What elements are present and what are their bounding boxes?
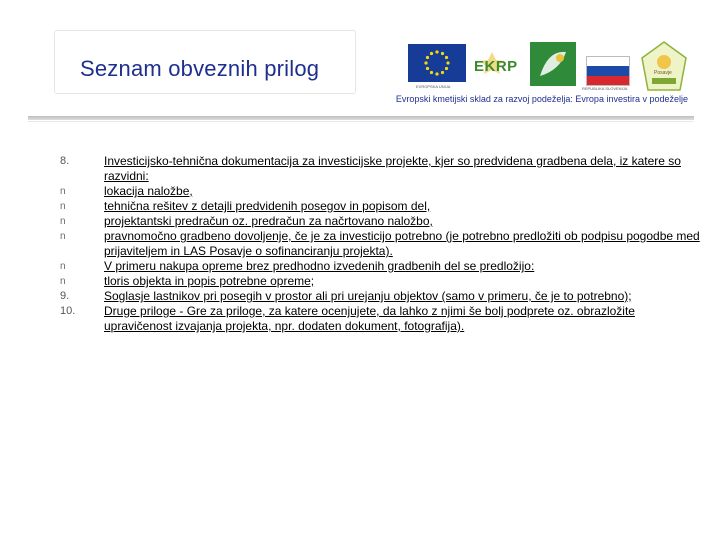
list-item-text: Druge priloge - Gre za priloge, za katere ocenjujete, da lahko z njimi še bolj podprete oz. obrazložite upravičenost izvajanja projekta, npr. dodaten dokument, fotografija).	[104, 304, 635, 333]
item-number: 8.	[60, 155, 70, 167]
list-item-text: pravnomočno gradbeno dovoljenje, če je za investicijo potrebno (je potrebno predložiti ob podpisu pogodbe med prijaviteljem in LAS Posavje o sofinanciranju projekta).	[104, 229, 700, 258]
list-item-text: V primeru nakupa opreme brez predhodno izvedenih gradbenih del se predložijo:	[104, 259, 535, 273]
leader-logo	[530, 42, 576, 86]
bullet-icon: n	[60, 231, 66, 242]
las-posavje-logo	[640, 40, 688, 94]
list-item	[60, 229, 700, 259]
slovenia-flag-icon	[586, 56, 630, 86]
slovenia-caption: REPUBLIKA SLOVENIJA	[582, 86, 628, 91]
list-item	[60, 199, 700, 214]
list-item-text: tloris objekta in popis potrebne opreme;	[104, 274, 315, 288]
list-item	[60, 289, 700, 304]
item-number: 10.	[60, 305, 76, 317]
header-divider	[28, 116, 694, 120]
list-item	[60, 304, 700, 334]
las-caption: Posavje	[654, 70, 672, 76]
list-item-text: Investicijsko-tehnična dokumentacija za investicijske projekte, kjer so predvidena gradbena dela, iz katere so razvidni:	[104, 154, 681, 183]
item-number: 9.	[60, 290, 70, 302]
bullet-icon: n	[60, 261, 66, 272]
list-item	[60, 274, 700, 289]
list-item	[60, 184, 700, 199]
program-subtitle: Evropski kmetijski sklad za razvoj podeželja: Evropa investira v podeželje	[395, 94, 688, 104]
eu-flag-icon	[408, 44, 466, 82]
bullet-icon: n	[60, 201, 66, 212]
list-item	[60, 259, 700, 274]
ekrp-logo	[472, 46, 528, 86]
bullet-icon: n	[60, 186, 66, 197]
list-item-text: lokacija naložbe,	[104, 184, 193, 198]
logo-strip	[408, 40, 688, 92]
attachments-list	[60, 154, 700, 334]
list-item	[60, 154, 700, 184]
header-divider-shadow	[28, 121, 694, 122]
bullet-icon: n	[60, 216, 66, 227]
list-item	[60, 214, 700, 229]
bullet-icon: n	[60, 276, 66, 287]
list-item-text: projektantski predračun oz. predračun za načrtovano naložbo,	[104, 214, 433, 228]
page-title: Seznam obveznih prilog	[80, 56, 320, 81]
list-item-text: Soglasje lastnikov pri posegih v prostor ali pri urejanju objektov (samo v primeru, če je to potrebno);	[104, 289, 632, 303]
ekrp-text: EKRP	[474, 58, 518, 75]
list-item-text: tehnična rešitev z detajli predvidenih posegov in popisom del,	[104, 199, 431, 213]
eu-caption: EVROPSKA UNIJA	[416, 84, 451, 89]
